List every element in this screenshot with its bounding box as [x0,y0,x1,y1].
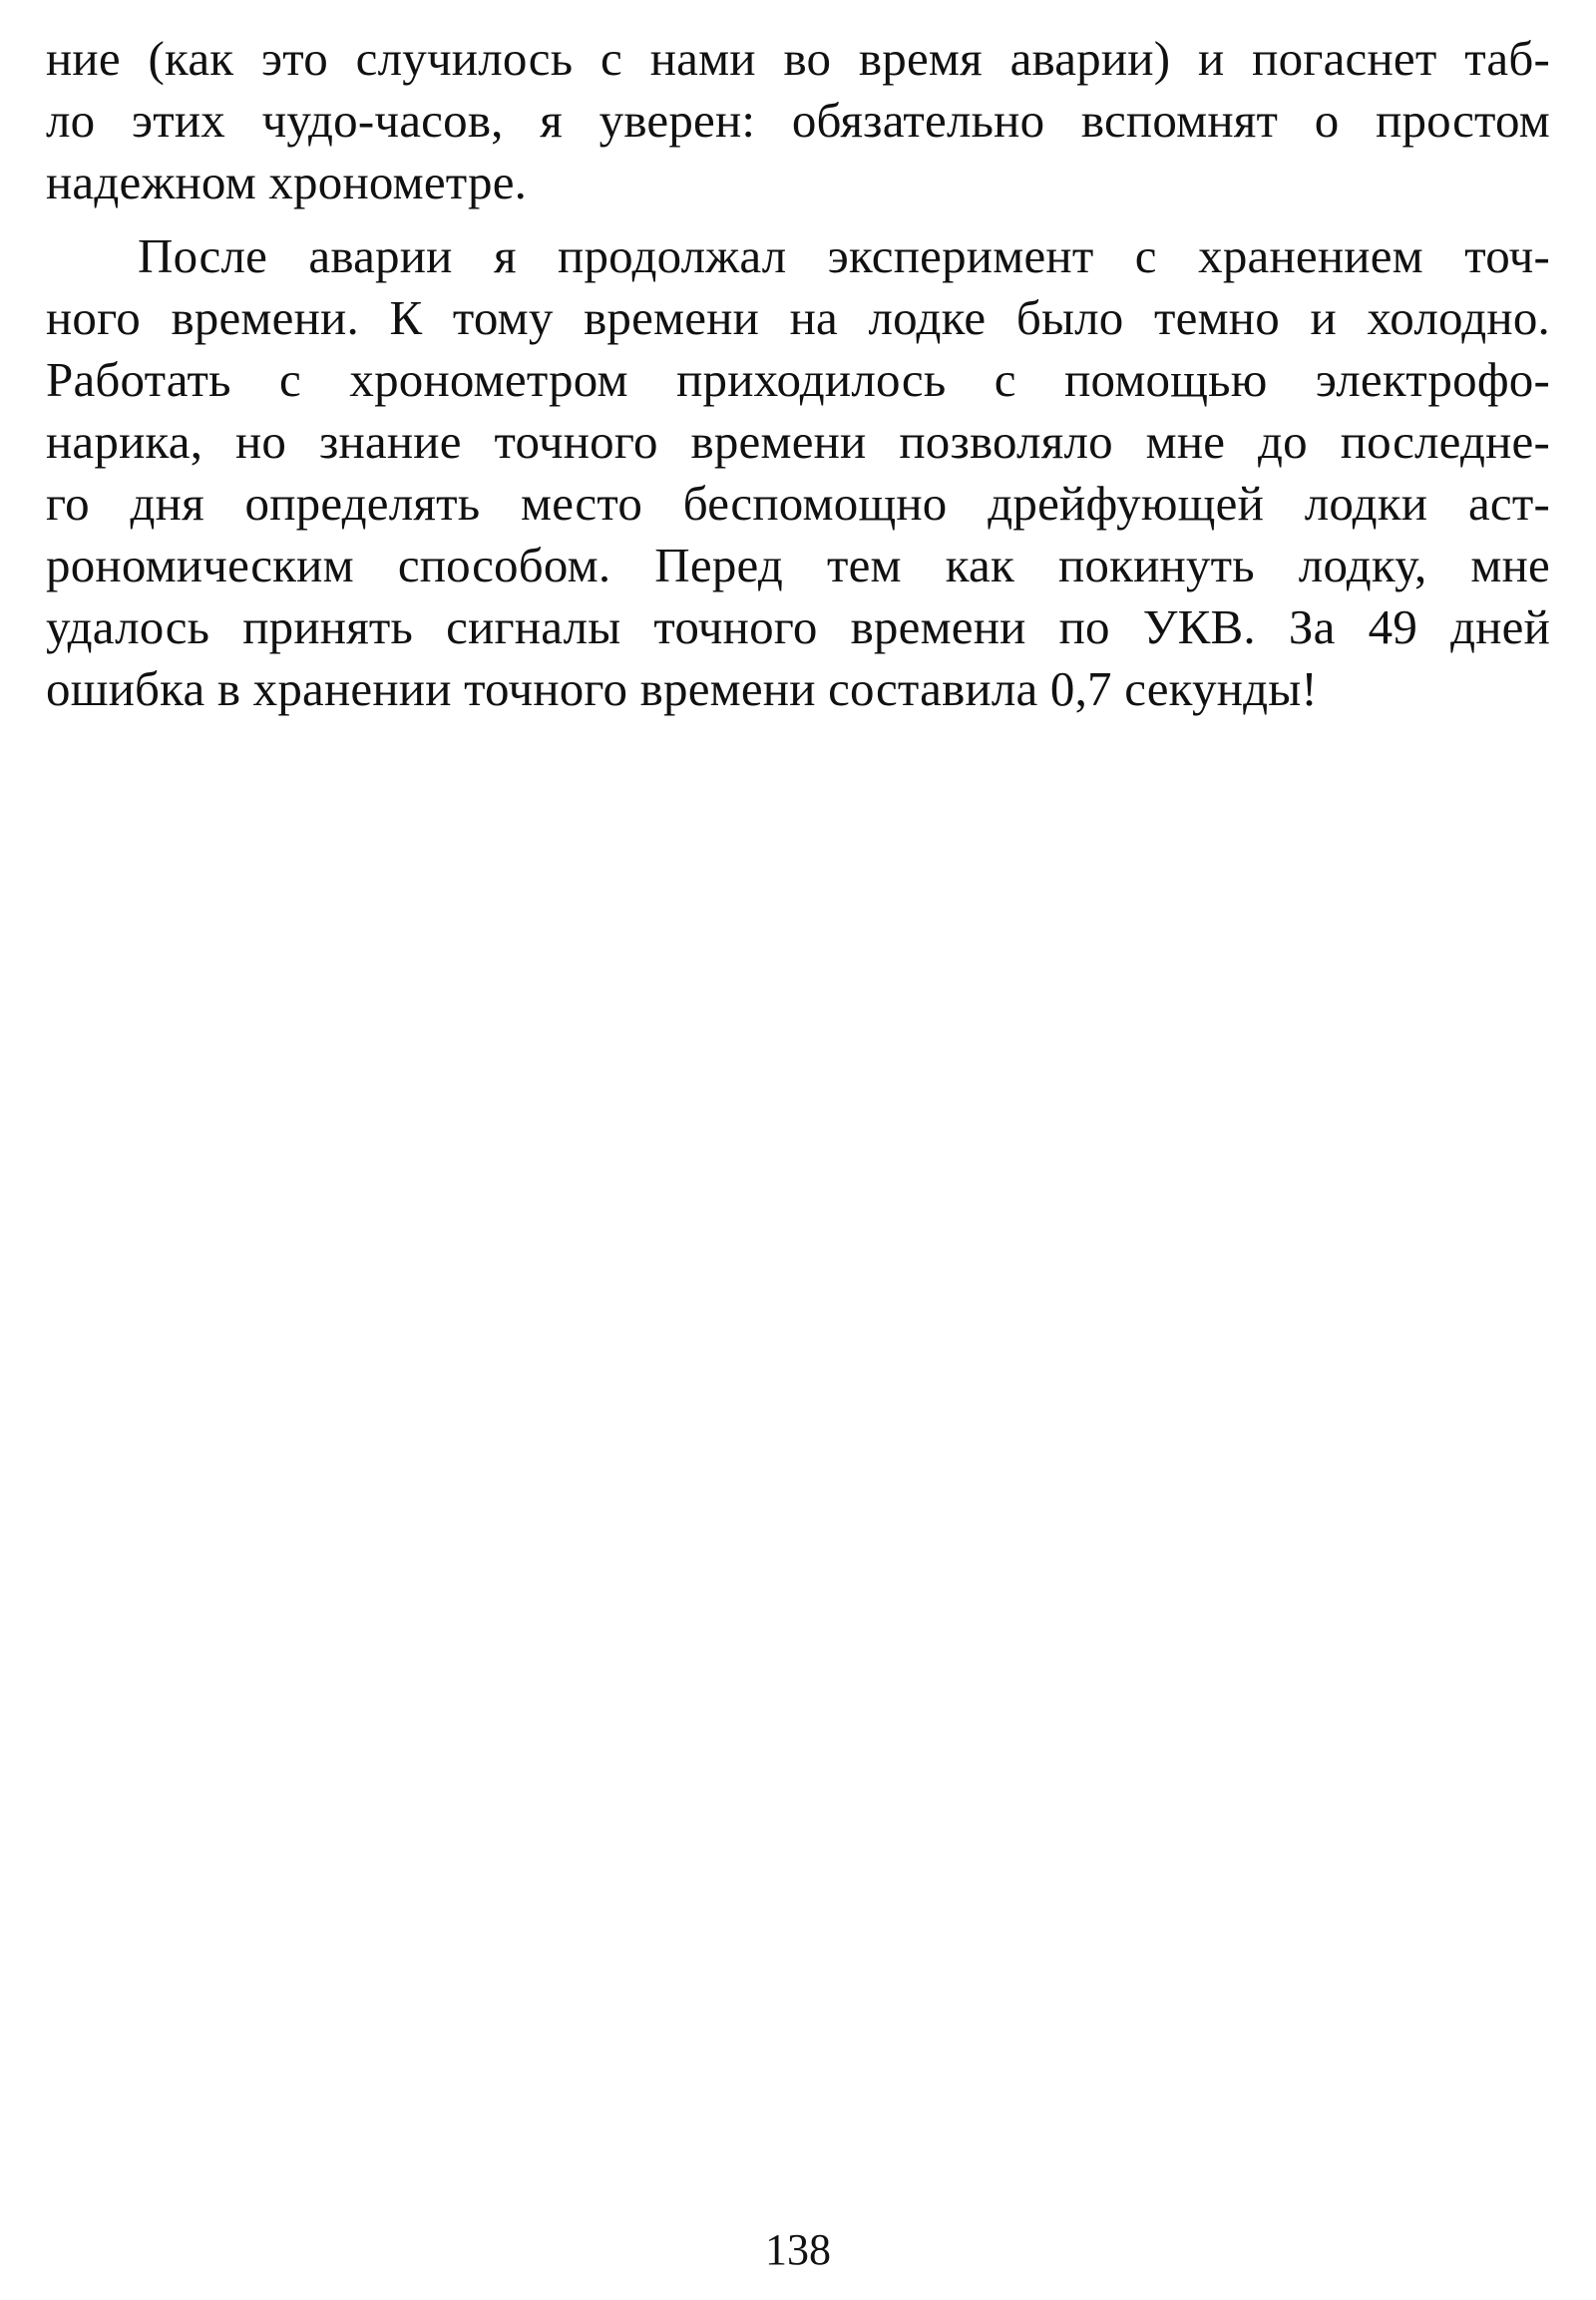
text-line: удалось принять сигналы точного времени по УКВ. За 49 дней [46,599,1550,654]
paragraph-2 [46,225,1550,720]
text-line: ошибка в хранении точного времени составила 0,7 секунды! [46,661,1318,716]
text-line: ного времени. К тому времени на лодке было темно и холодно. [46,290,1550,345]
text-line: рономическим способом. Перед тем как покинуть лодку, мне [46,538,1550,592]
text-line: После аварии я продолжал эксперимент с хранением точ- [138,228,1550,283]
paragraph-spacer [46,213,1550,225]
page-number: 138 [765,2225,831,2274]
text-line: го дня определять место беспомощно дрейфующей лодки аст- [46,476,1550,531]
text-line: ние (как это случилось с нами во время аварии) и погаснет таб- [46,31,1550,86]
paragraph-1 [46,28,1550,213]
text-line: надежном хронометре. [46,155,528,209]
text-line: нарика, но знание точного времени позволяло мне до последне- [46,414,1550,469]
text-line: Работать с хронометром приходилось с помощью электрофо- [46,352,1550,407]
text-line: ло этих чудо-часов, я уверен: обязательно вспомнят о простом [46,93,1550,148]
body-text [46,28,1550,720]
